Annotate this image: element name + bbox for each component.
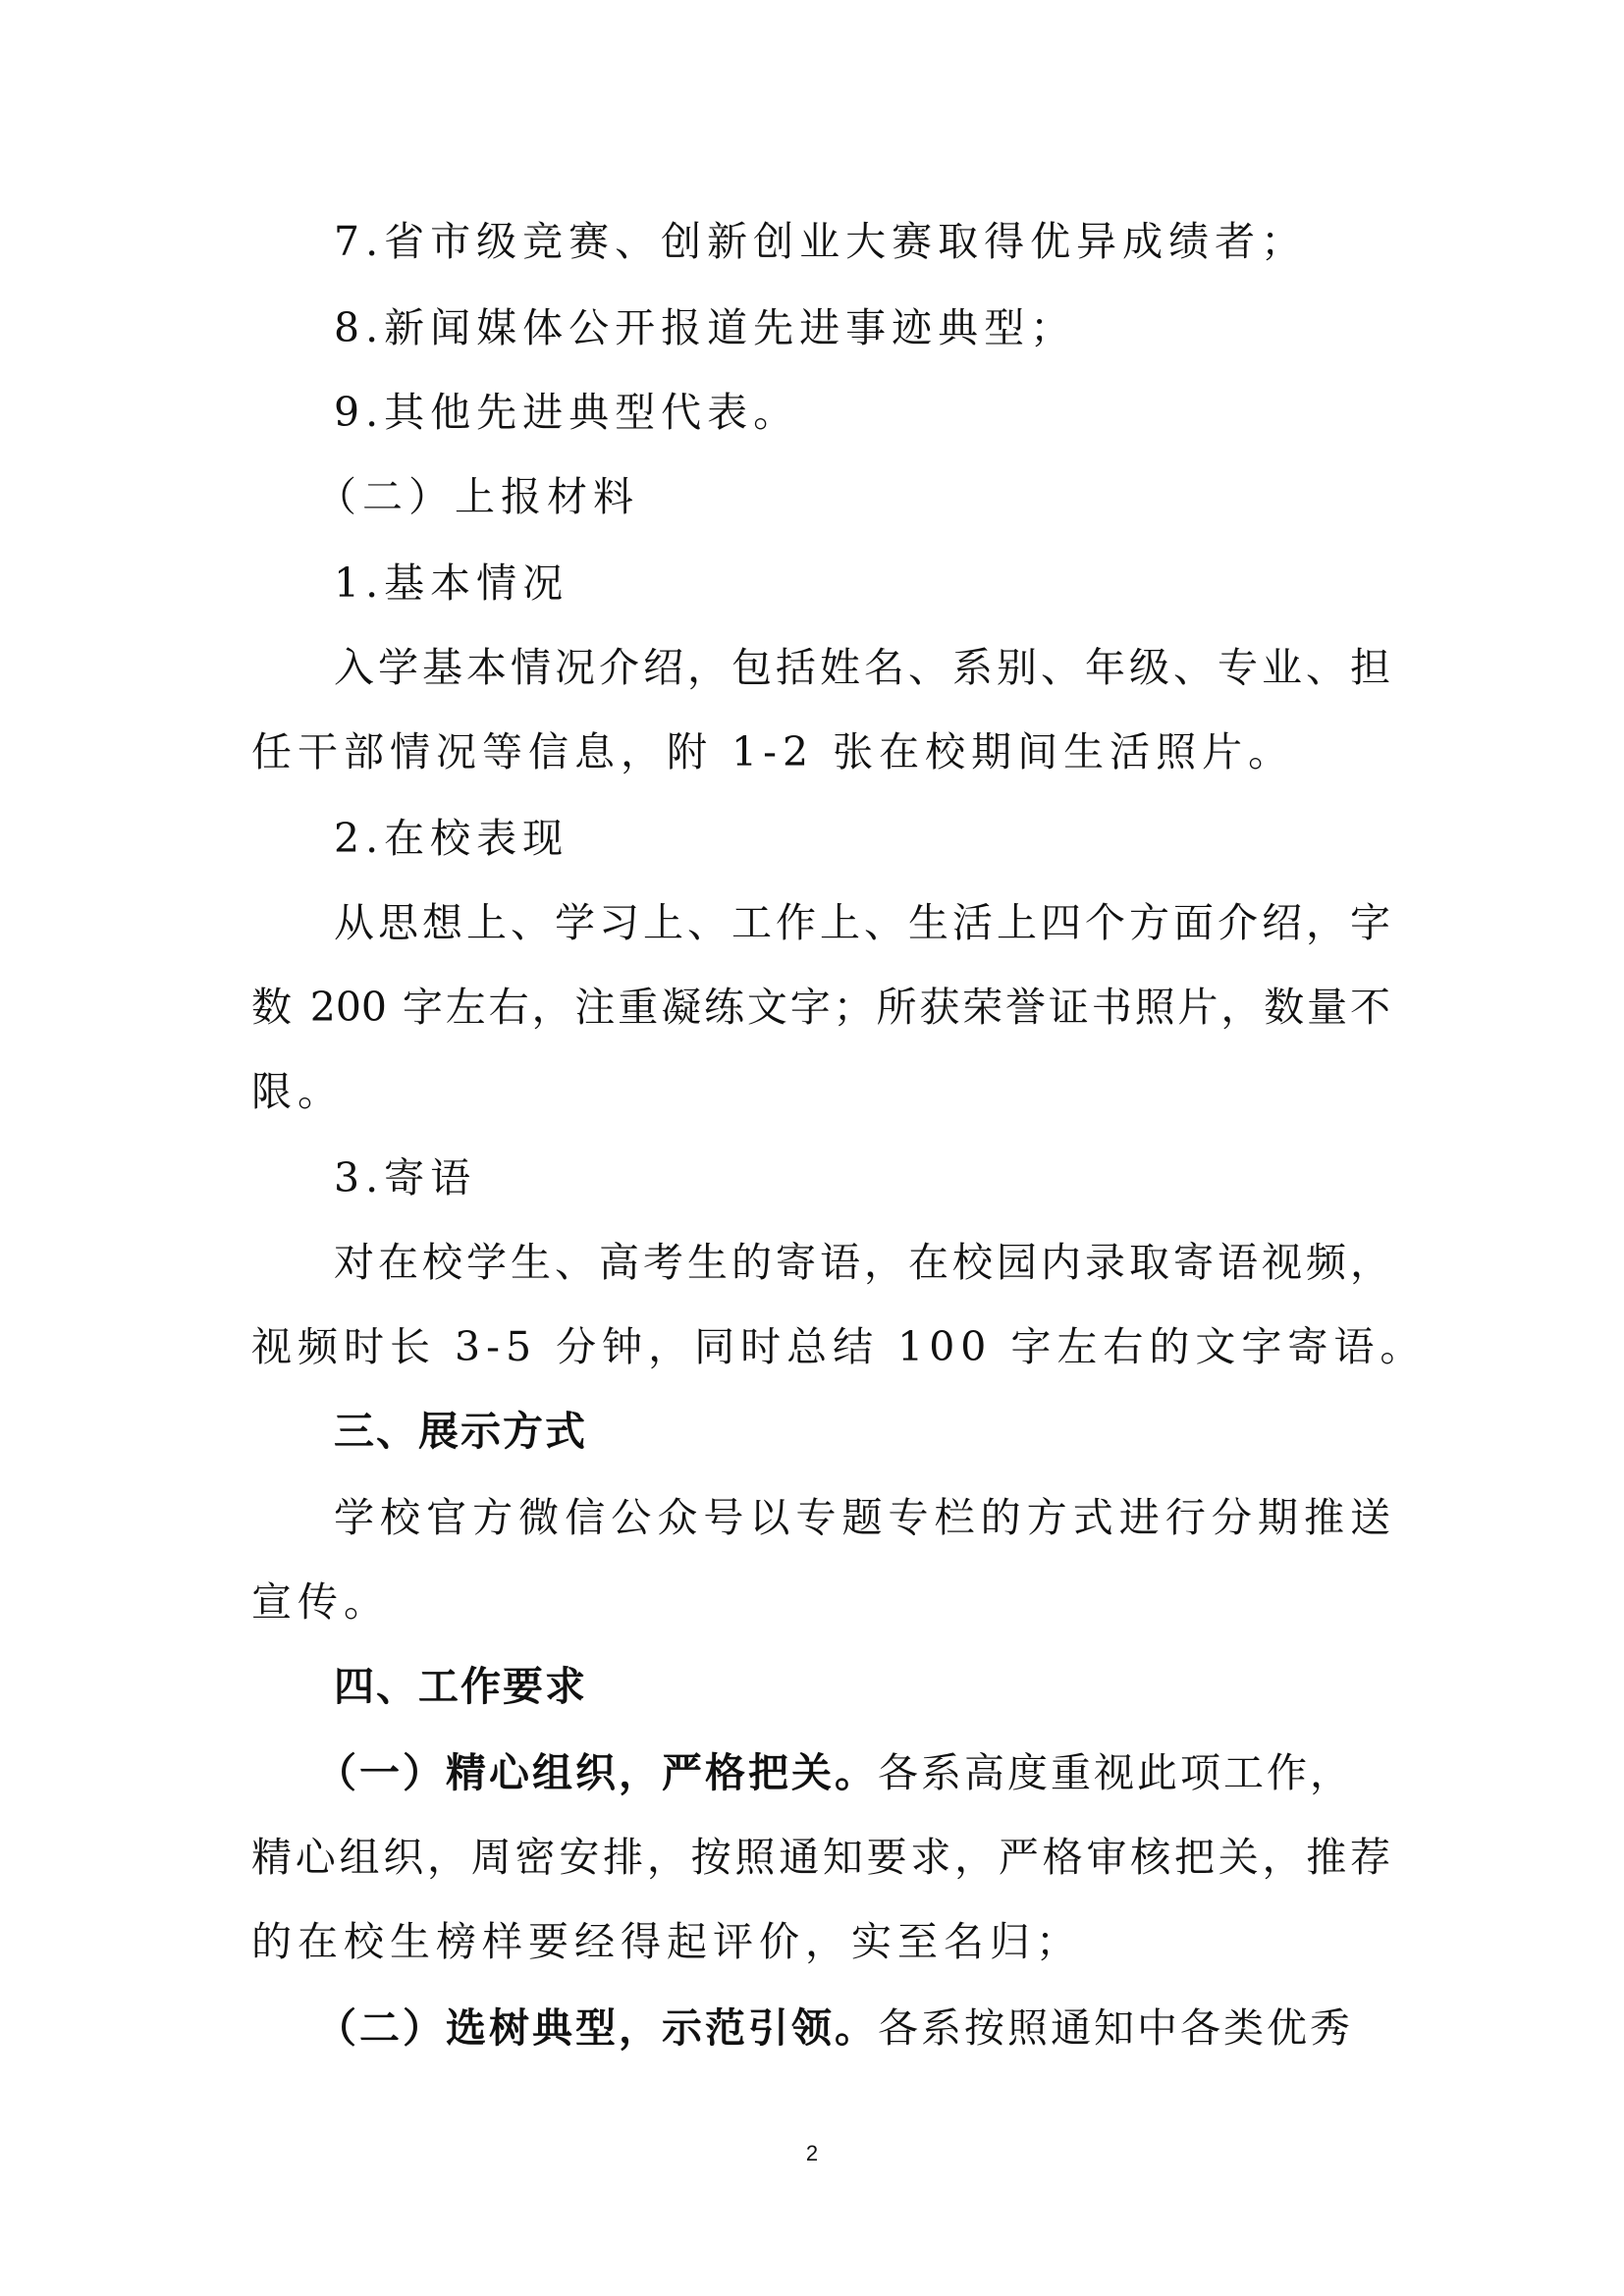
requirement-1-lead: （一）精心组织，严格把关。 — [316, 1749, 878, 1796]
requirement-1-text: 各系高度重视此项工作， — [878, 1749, 1353, 1796]
paragraph-requirement-1-line-1 — [316, 1745, 1390, 1800]
item-heading-basic-info: 1.基本情况 — [334, 560, 569, 607]
subsection-heading-materials: （二）上报材料 — [316, 473, 639, 520]
paragraph-requirement-1-line-2: 精心组织，周密安排，按照通知要求，严格审核把关，推荐 — [251, 1834, 1390, 1881]
section-heading-display-method: 三、展示方式 — [334, 1408, 587, 1455]
paragraph-requirement-2-line-1 — [316, 2001, 1390, 2056]
item-heading-school-performance: 2.在校表现 — [334, 815, 569, 862]
list-item-7: 7.省市级竞赛、创新创业大赛取得优异成绩者； — [334, 218, 1308, 265]
paragraph-display-line-2: 宣传。 — [251, 1578, 390, 1626]
page-number: 2 — [805, 2141, 819, 2165]
section-heading-work-requirements: 四、工作要求 — [334, 1663, 587, 1710]
paragraph-message-line-2: 视频时长 3-5 分钟，同时总结 100 字左右的文字寄语。 — [251, 1323, 1427, 1370]
list-item-8: 8.新闻媒体公开报道先进事迹典型； — [334, 304, 1077, 351]
paragraph-performance-line-3: 限。 — [251, 1068, 344, 1115]
paragraph-message-line-1: 对在校学生、高考生的寄语，在校园内录取寄语视频， — [334, 1239, 1390, 1286]
paragraph-basic-info-line-2: 任干部情况等信息，附 1-2 张在校期间生活照片。 — [251, 728, 1295, 775]
paragraph-basic-info-line-1: 入学基本情况介绍，包括姓名、系别、年级、专业、担 — [334, 644, 1390, 691]
paragraph-display-line-1: 学校官方微信公众号以专题专栏的方式进行分期推送 — [334, 1494, 1390, 1541]
paragraph-performance-line-1: 从思想上、学习上、工作上、生活上四个方面介绍，字 — [334, 899, 1390, 946]
requirement-2-text: 各系按照通知中各类优秀 — [878, 2004, 1353, 2052]
list-item-9: 9.其他先进典型代表。 — [334, 389, 800, 436]
paragraph-performance-line-2: 数 200 字左右，注重凝练文字；所获荣誉证书照片，数量不 — [251, 984, 1390, 1031]
requirement-2-lead: （二）选树典型，示范引领。 — [316, 2004, 878, 2052]
item-heading-message: 3.寄语 — [334, 1154, 477, 1201]
paragraph-requirement-1-line-3: 的在校生榜样要经得起评价，实至名归； — [251, 1918, 1082, 1965]
